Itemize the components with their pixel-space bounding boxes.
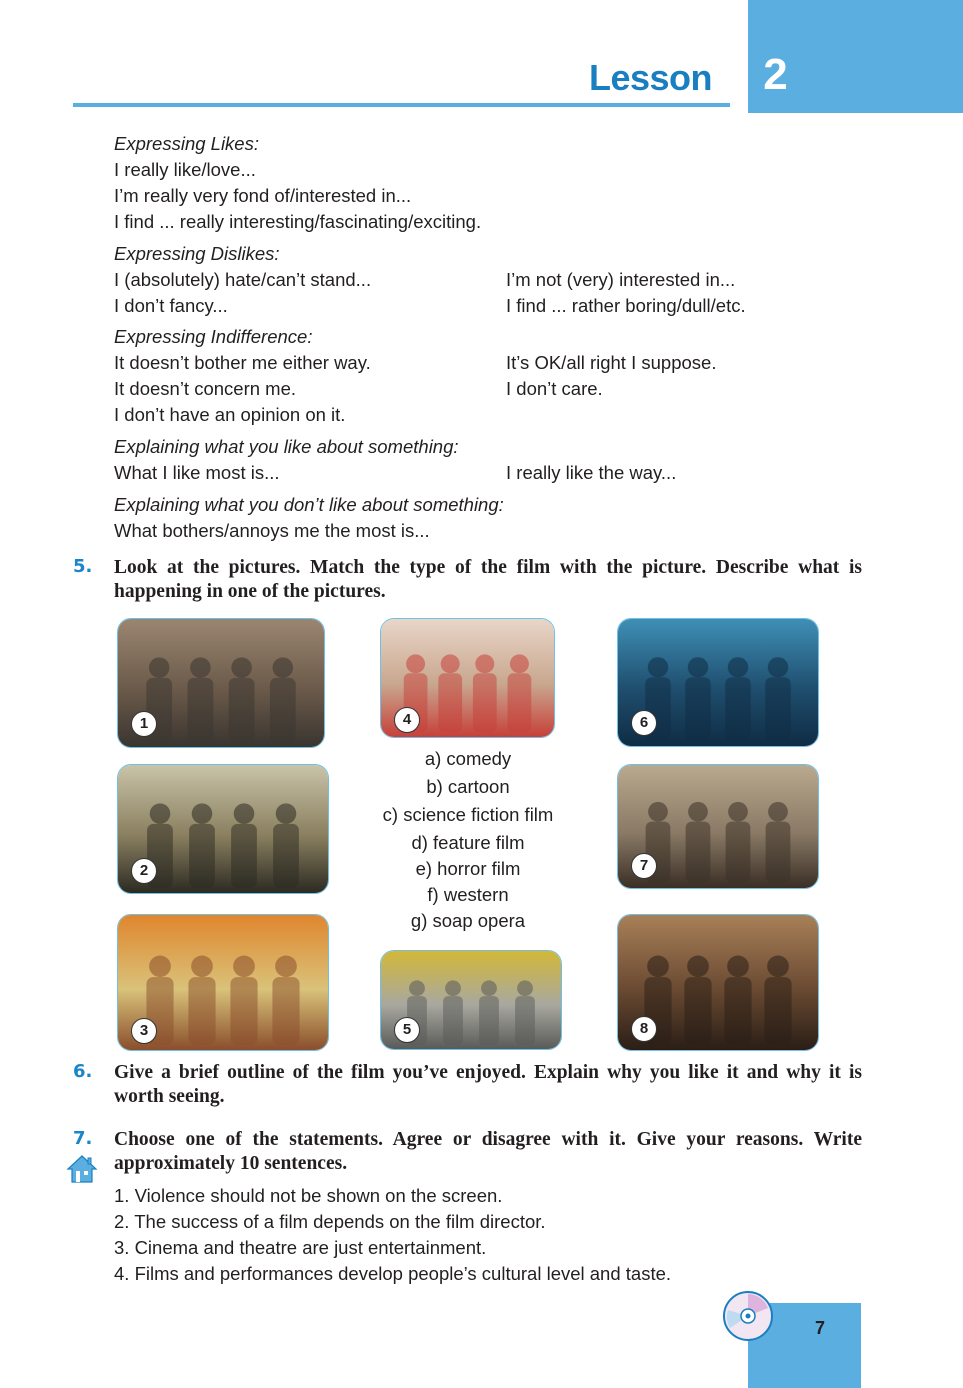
film-type-option: d) feature film — [411, 832, 525, 853]
indifference-heading: Expressing Indifference: — [114, 326, 313, 347]
explain-dislike-heading: Explaining what you don’t like about something: — [114, 494, 504, 515]
film-type-option: f) western — [427, 884, 509, 905]
likes-heading: Expressing Likes: — [114, 133, 259, 154]
indifference-phrase: I don’t have an opinion on it. — [114, 404, 346, 425]
statement-item: 1. Violence should not be shown on the screen. — [114, 1185, 503, 1206]
picture-number-badge: 4 — [394, 707, 420, 733]
indifference-phrase: I don’t care. — [506, 378, 603, 399]
lesson-number: 2 — [763, 50, 788, 99]
picture-number-badge: 8 — [631, 1016, 657, 1042]
dislikes-phrase: I (absolutely) hate/can’t stand... — [114, 269, 372, 290]
film-type-option: g) soap opera — [410, 910, 526, 931]
picture-number-badge: 1 — [131, 711, 157, 737]
page-number: 7 — [814, 1318, 825, 1338]
picture-number-badge: 3 — [131, 1018, 157, 1044]
exercise-instruction: Look at the pictures. Match the type of the film with the picture. Describe what is happening in one of the pictures. — [114, 557, 862, 602]
indifference-phrase: It doesn’t bother me either way. — [114, 352, 371, 373]
statement-item: 2. The success of a film depends on the film director. — [114, 1211, 546, 1232]
dislikes-heading: Expressing Dislikes: — [114, 243, 280, 264]
explain-dislike-phrase: What bothers/annoys me the most is... — [114, 520, 430, 541]
film-type-option: a) comedy — [424, 748, 512, 769]
exercise-number: 7. — [73, 1128, 93, 1149]
exercise-number: 5. — [73, 556, 93, 577]
statement-item: 3. Cinema and theatre are just entertainment. — [114, 1237, 487, 1258]
film-type-option: e) horror film — [415, 858, 521, 879]
likes-phrase: I’m really very fond of/interested in... — [114, 185, 412, 206]
picture-number-badge: 7 — [631, 853, 657, 879]
indifference-phrase: It’s OK/all right I suppose. — [506, 352, 717, 373]
cd-disc-icon — [722, 1290, 774, 1342]
dislikes-phrase: I find ... rather boring/dull/etc. — [506, 295, 746, 316]
lesson-title: Lesson — [588, 57, 712, 98]
picture-number-badge: 5 — [394, 1017, 420, 1043]
indifference-phrase: It doesn’t concern me. — [114, 378, 297, 399]
dislikes-phrase: I don’t fancy... — [114, 295, 228, 316]
likes-phrase: I really like/love... — [114, 159, 256, 180]
picture-number-badge: 6 — [631, 710, 657, 736]
statement-item: 4. Films and performances develop people’s cultural level and taste. — [114, 1263, 672, 1284]
film-type-option: b) cartoon — [426, 776, 510, 797]
exercise-instruction: Give a brief outline of the film you’ve enjoyed. Explain why you like it and why it is worth seeing. — [114, 1062, 862, 1107]
exercise-instruction: Choose one of the statements. Agree or disagree with it. Give your reasons. Write approximately 10 sentences. — [114, 1129, 862, 1174]
likes-phrase: I find ... really interesting/fascinating/exciting. — [114, 211, 482, 232]
film-type-option: c) science fiction film — [382, 804, 554, 825]
explain-like-heading: Explaining what you like about something: — [114, 436, 459, 457]
exercise-number: 6. — [73, 1061, 93, 1082]
dislikes-phrase: I’m not (very) interested in... — [506, 269, 736, 290]
house-icon — [66, 1154, 98, 1184]
explain-like-phrase: I really like the way... — [506, 462, 677, 483]
picture-number-badge: 2 — [131, 858, 157, 884]
header-rule — [73, 103, 730, 107]
explain-like-phrase: What I like most is... — [114, 462, 280, 483]
